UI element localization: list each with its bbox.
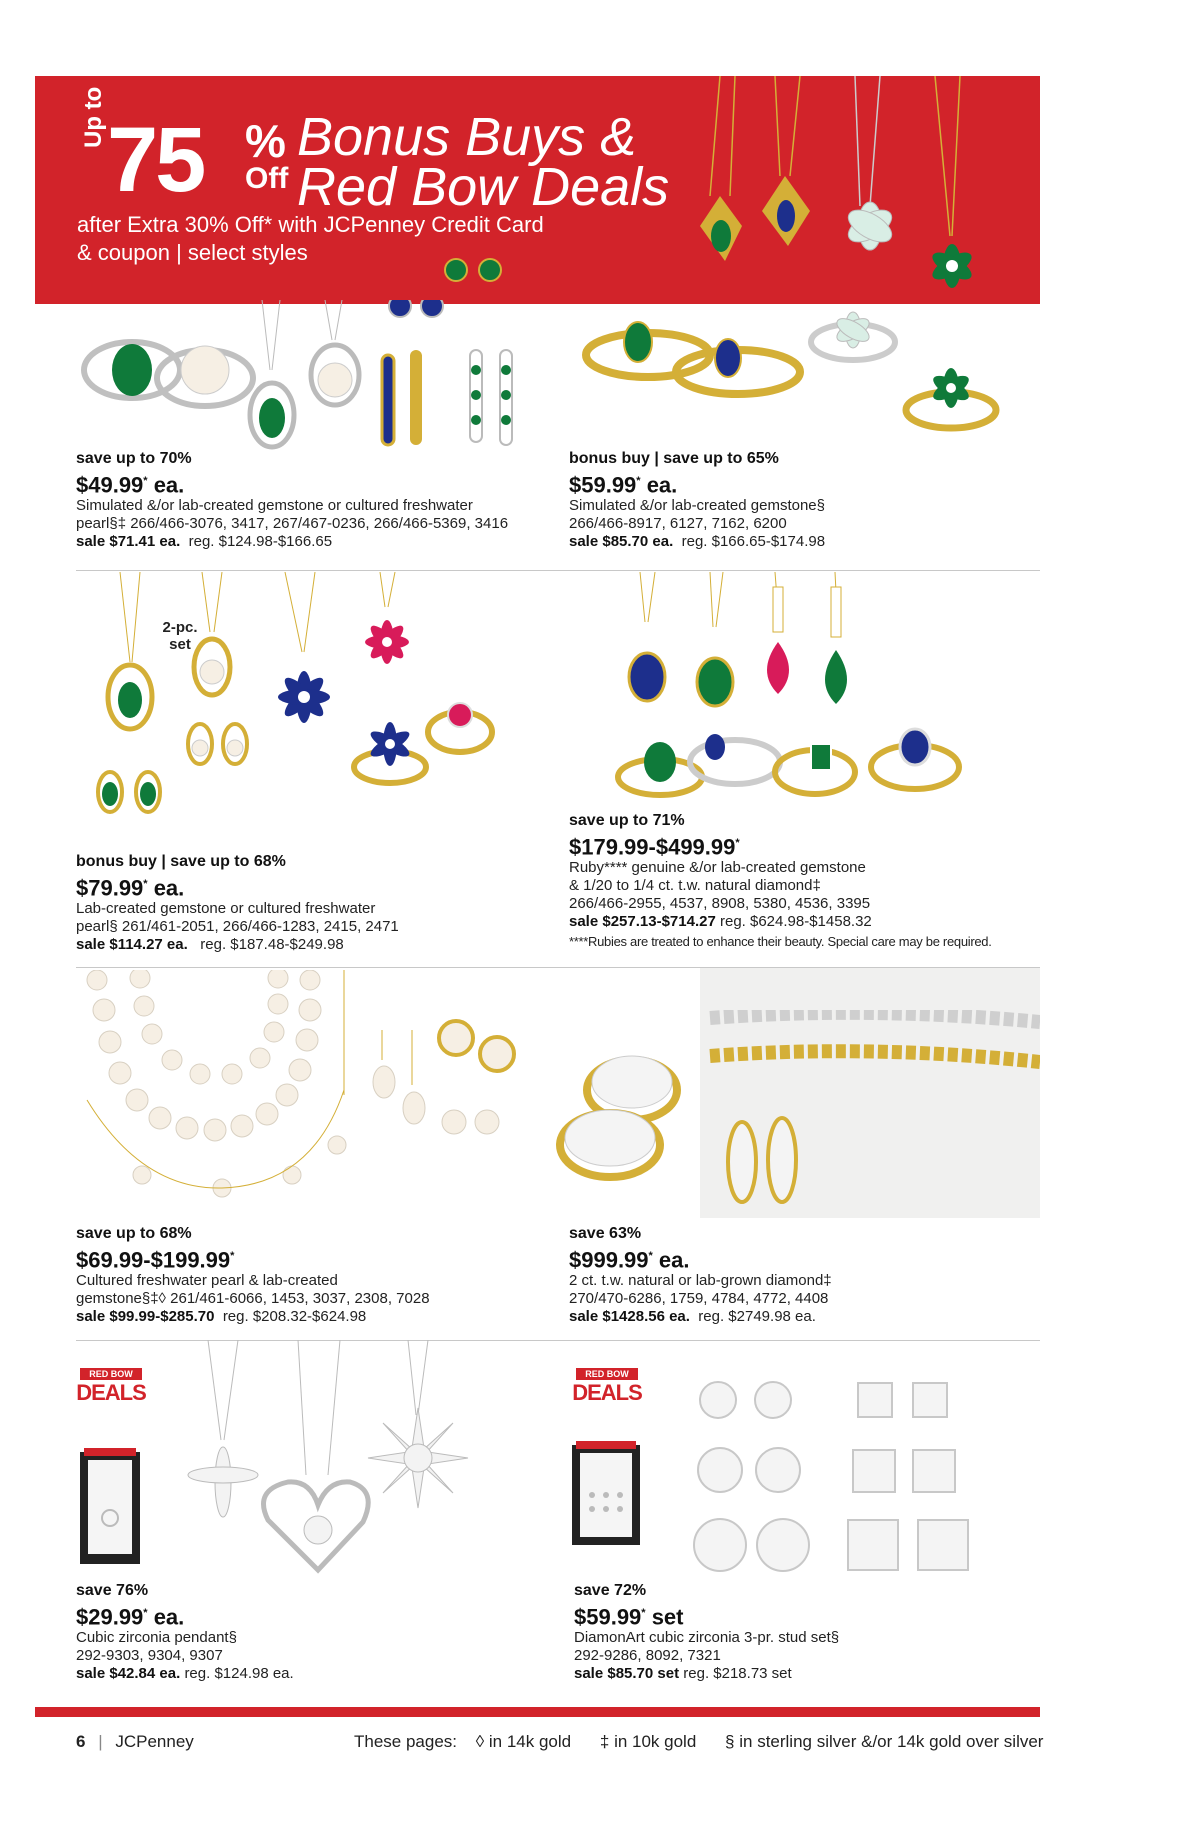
- product-4-sale: sale $257.13-$714.27 reg. $624.98-$1458.32: [569, 913, 872, 931]
- product-2[interactable]: [569, 450, 1029, 551]
- product-6-price: $999.99* ea.: [569, 1247, 690, 1273]
- product-7-desc-2: 292-9303, 9304, 9307: [76, 1647, 223, 1665]
- product-4-image: [615, 572, 1015, 817]
- footer-10k-symbol: ‡: [599, 1732, 610, 1751]
- product-2-image: [578, 300, 1018, 450]
- footer: [76, 1732, 1044, 1752]
- product-5-save: save up to 68%: [76, 1225, 192, 1242]
- product-3-set-label: [150, 619, 210, 653]
- set-label-line-1: 2-pc.: [162, 619, 198, 636]
- footer-10k: in 10k gold: [614, 1732, 697, 1751]
- divider: [76, 570, 1040, 571]
- product-3-save: bonus buy | save up to 68%: [76, 853, 286, 870]
- banner-subtitle-2: & coupon | select styles: [77, 240, 308, 265]
- product-5[interactable]: [76, 1225, 556, 1326]
- banner-off: Off: [245, 162, 289, 195]
- product-8-desc-1: DiamonArt cubic zirconia 3-pr. stud set§: [574, 1629, 840, 1647]
- product-1-image: [70, 300, 550, 460]
- banner-percent-sign: %: [245, 115, 286, 167]
- product-6-sale: sale $1428.56 ea. reg. $2749.98 ea.: [569, 1308, 816, 1326]
- product-3[interactable]: [76, 853, 546, 954]
- product-4-note: ****Rubies are treated to enhance their beauty. Special care may be required.: [569, 934, 992, 950]
- product-6-save: save 63%: [569, 1225, 642, 1242]
- product-4-desc-2: & 1/20 to 1/4 ct. t.w. natural diamond‡: [569, 877, 821, 895]
- product-8-save: save 72%: [574, 1582, 647, 1599]
- product-6-desc-1: 2 ct. t.w. natural or lab-grown diamond‡: [569, 1272, 832, 1290]
- product-6[interactable]: [569, 1225, 1039, 1326]
- red-bow-badge-top: RED BOW: [80, 1368, 142, 1380]
- product-4-price: $179.99-$499.99*: [569, 834, 740, 860]
- product-4[interactable]: [569, 812, 1039, 949]
- product-3-desc-1: Lab-created gemstone or cultured freshwater: [76, 900, 376, 918]
- product-8-desc-2: 292-9286, 8092, 7321: [574, 1647, 721, 1665]
- red-bow-badge-top: RED BOW: [576, 1368, 638, 1380]
- product-7-save: save 76%: [76, 1582, 149, 1599]
- product-3-desc-2: pearl§ 261/461-2051, 266/466-1283, 2415, 2471: [76, 918, 399, 936]
- product-7-image: [78, 1340, 498, 1600]
- banner-pendants-image: [680, 76, 1040, 316]
- product-7-desc-1: Cubic zirconia pendant§: [76, 1629, 237, 1647]
- banner-subtitle-1: after Extra 30% Off* with JCPenney Credit Card: [77, 212, 544, 237]
- product-4-desc-3: 266/466-2955, 4537, 8908, 5380, 4536, 3395: [569, 895, 871, 913]
- product-2-desc-1: Simulated &/or lab-created gemstone§: [569, 497, 825, 515]
- product-1-desc-2: pearl§‡ 266/466-3076, 3417, 267/467-0236, 266/466-5369, 3416: [76, 515, 509, 533]
- footer-bar: [35, 1707, 1040, 1717]
- footer-these-pages: These pages:: [354, 1732, 458, 1751]
- product-8-sale: sale $85.70 set reg. $218.73 set: [574, 1665, 792, 1683]
- product-6-desc-2: 270/470-6286, 1759, 4784, 4772, 4408: [569, 1290, 829, 1308]
- product-2-sale: sale $85.70 ea. reg. $166.65-$174.98: [569, 533, 826, 551]
- product-1-sale: sale $71.41 ea. reg. $124.98-$166.65: [76, 533, 333, 551]
- product-5-sale: sale $99.99-$285.70 reg. $208.32-$624.98: [76, 1308, 367, 1326]
- product-2-price: $59.99* ea.: [569, 472, 678, 498]
- product-4-desc-1: Ruby**** genuine &/or lab-created gemstone: [569, 859, 866, 877]
- product-8[interactable]: [574, 1582, 1039, 1683]
- footer-brand: JCPenney: [115, 1732, 194, 1751]
- banner-headline-line-1: Bonus Buys &: [297, 107, 637, 167]
- page-number: 6: [76, 1732, 86, 1751]
- product-2-desc-2: 266/466-8917, 6127, 7162, 6200: [569, 515, 787, 533]
- product-3-image: [90, 572, 510, 822]
- product-8-price: $59.99* set: [574, 1604, 684, 1630]
- product-6-image: [550, 1010, 1040, 1235]
- product-3-price: $79.99* ea.: [76, 875, 185, 901]
- footer-ss-symbol: §: [725, 1732, 735, 1751]
- red-bow-badge-label: DEALS: [572, 1380, 642, 1405]
- product-5-price: $69.99-$199.99*: [76, 1247, 235, 1273]
- product-7-price: $29.99* ea.: [76, 1604, 185, 1630]
- set-label-line-2: set: [169, 636, 191, 653]
- product-1[interactable]: [76, 450, 546, 551]
- product-5-desc-2: gemstone§‡◊ 261/461-6066, 1453, 3037, 2308, 7028: [76, 1290, 430, 1308]
- red-bow-badge-label: DEALS: [76, 1380, 146, 1405]
- footer-legend: [354, 1732, 1043, 1752]
- product-7[interactable]: [76, 1582, 556, 1683]
- product-5-image: [82, 970, 532, 1220]
- product-2-save: bonus buy | save up to 65%: [569, 450, 779, 467]
- banner-studs-image: [442, 256, 512, 286]
- product-1-save: save up to 70%: [76, 450, 192, 467]
- banner-up-to: Up to: [80, 86, 107, 148]
- product-7-sale: sale $42.84 ea. reg. $124.98 ea.: [76, 1665, 294, 1683]
- product-4-save: save up to 71%: [569, 812, 685, 829]
- footer-separator: |: [98, 1732, 103, 1751]
- footer-14k: in 14k gold: [488, 1732, 572, 1751]
- product-1-desc-1: Simulated &/or lab-created gemstone or cultured freshwater: [76, 497, 473, 515]
- product-5-desc-1: Cultured freshwater pearl & lab-created: [76, 1272, 338, 1290]
- product-3-sale: sale $114.27 ea. reg. $187.48-$249.98: [76, 936, 344, 954]
- product-8-image: [568, 1375, 998, 1595]
- product-1-price: $49.99* ea.: [76, 472, 185, 498]
- banner-percent: 75: [107, 109, 204, 211]
- banner-headline-line-2: Red Bow Deals: [297, 157, 670, 217]
- footer-ss: in sterling silver &/or 14k gold over silver: [739, 1732, 1044, 1751]
- footer-14k-symbol: ◊: [475, 1732, 485, 1751]
